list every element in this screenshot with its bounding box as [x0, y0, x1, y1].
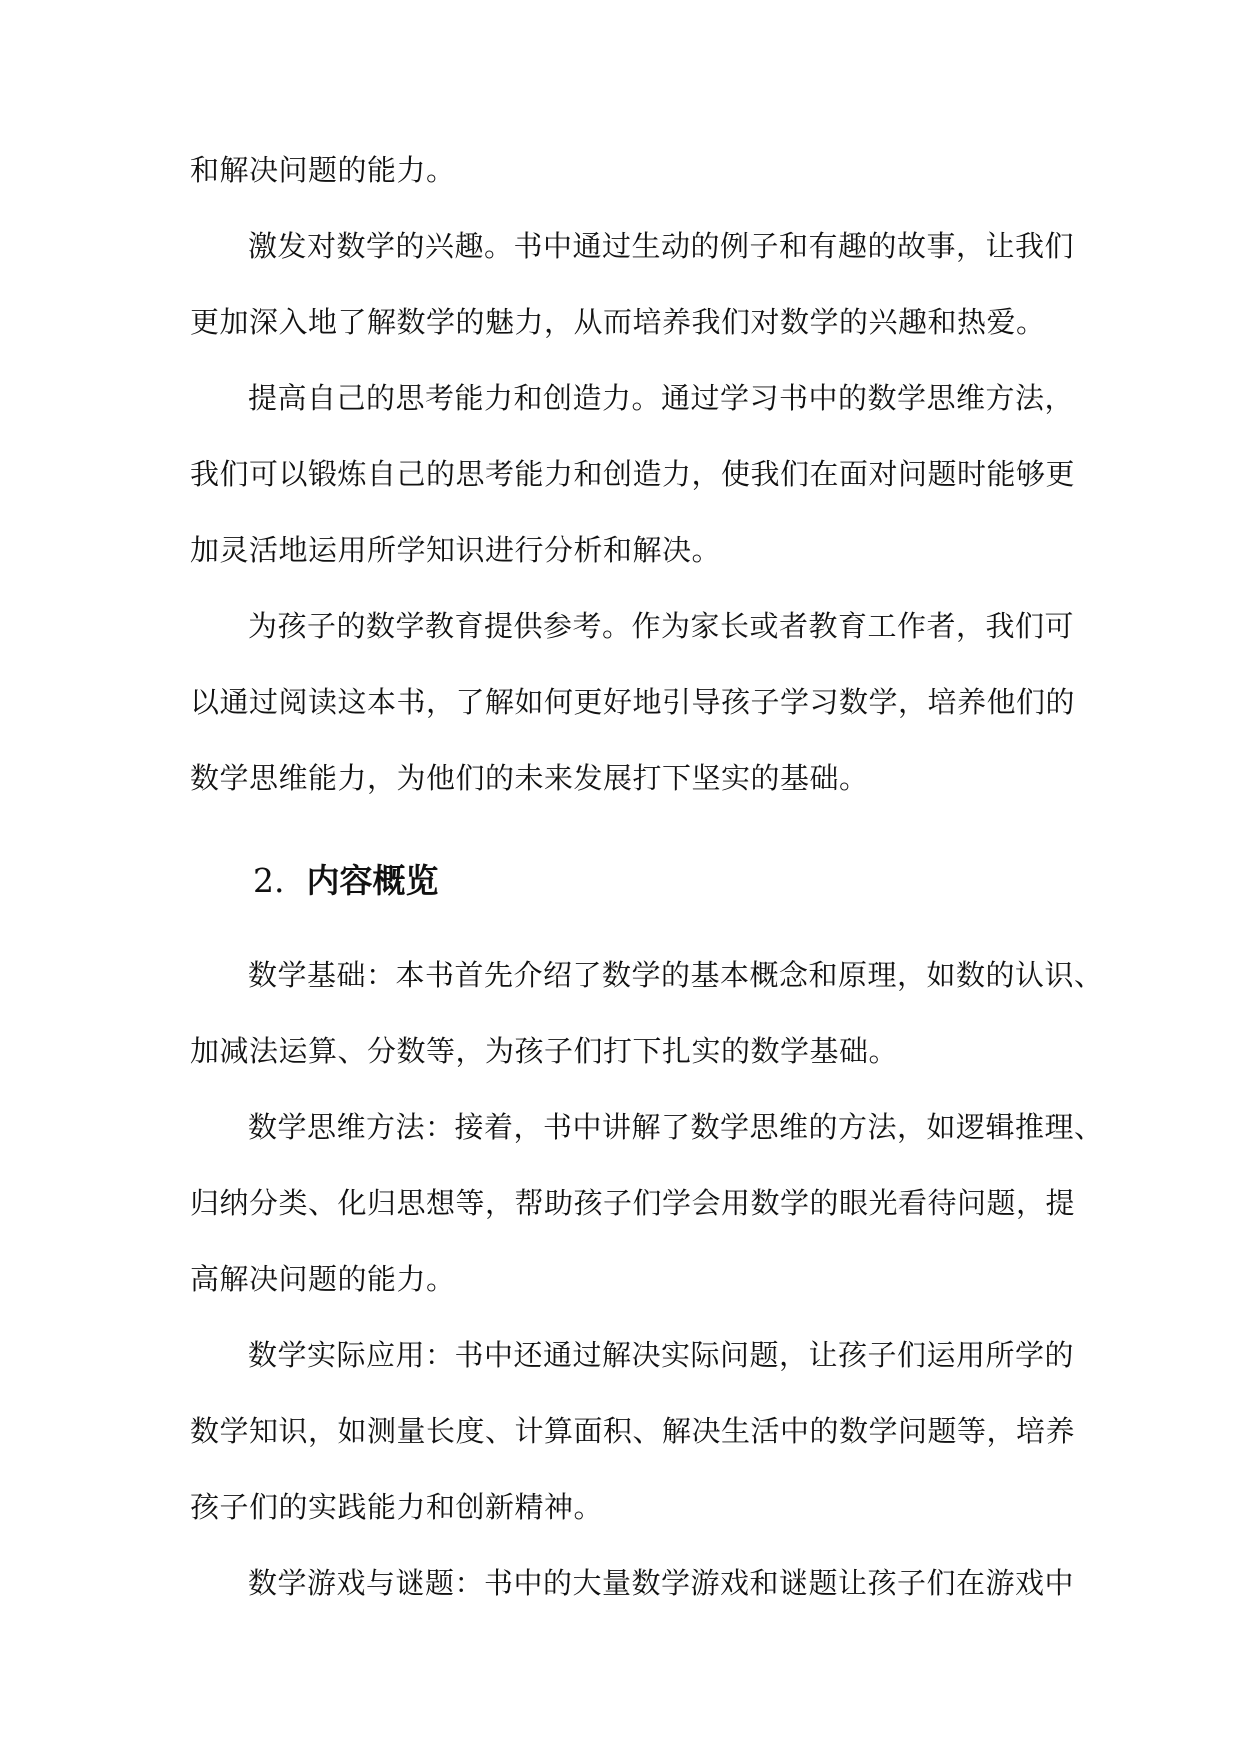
paragraph-line: 高解决问题的能力。 [190, 1262, 456, 1296]
paragraph-line: 我们可以锻炼自己的思考能力和创造力，使我们在面对问题时能够更 [190, 457, 1076, 491]
paragraph-line: 加减法运算、分数等，为孩子们打下扎实的数学基础。 [190, 1034, 899, 1068]
paragraph-line: 数学游戏与谜题：书中的大量数学游戏和谜题让孩子们在游戏中 [248, 1566, 1075, 1600]
paragraph-line: 数学思维方法：接着，书中讲解了数学思维的方法，如逻辑推理、 [248, 1110, 1104, 1144]
section-heading [253, 859, 439, 903]
section-title: 内容概览 [306, 861, 439, 900]
paragraph-line: 加灵活地运用所学知识进行分析和解决。 [190, 533, 722, 567]
paragraph-line: 为孩子的数学教育提供参考。作为家长或者教育工作者，我们可 [248, 609, 1075, 643]
paragraph-line: 归纳分类、化归思想等，帮助孩子们学会用数学的眼光看待问题，提 [190, 1186, 1076, 1220]
paragraph-line: 数学思维能力，为他们的未来发展打下坚实的基础。 [190, 761, 869, 795]
paragraph-line: 提高自己的思考能力和创造力。通过学习书中的数学思维方法， [248, 381, 1075, 415]
paragraph-line: 数学知识，如测量长度、计算面积、解决生活中的数学问题等，培养 [190, 1414, 1076, 1448]
paragraph-line: 数学实际应用：书中还通过解决实际问题，让孩子们运用所学的 [248, 1338, 1075, 1372]
section-number: 2. [253, 861, 285, 900]
paragraph-line: 数学基础：本书首先介绍了数学的基本概念和原理，如数的认识、 [248, 958, 1104, 992]
paragraph-line: 激发对数学的兴趣。书中通过生动的例子和有趣的故事，让我们 [248, 229, 1075, 263]
paragraph-line: 孩子们的实践能力和创新精神。 [190, 1490, 604, 1524]
paragraph-line: 更加深入地了解数学的魅力，从而培养我们对数学的兴趣和热爱。 [190, 305, 1046, 339]
paragraph-line: 和解决问题的能力。 [190, 153, 456, 187]
paragraph-line: 以通过阅读这本书，了解如何更好地引导孩子学习数学，培养他们的 [190, 685, 1076, 719]
